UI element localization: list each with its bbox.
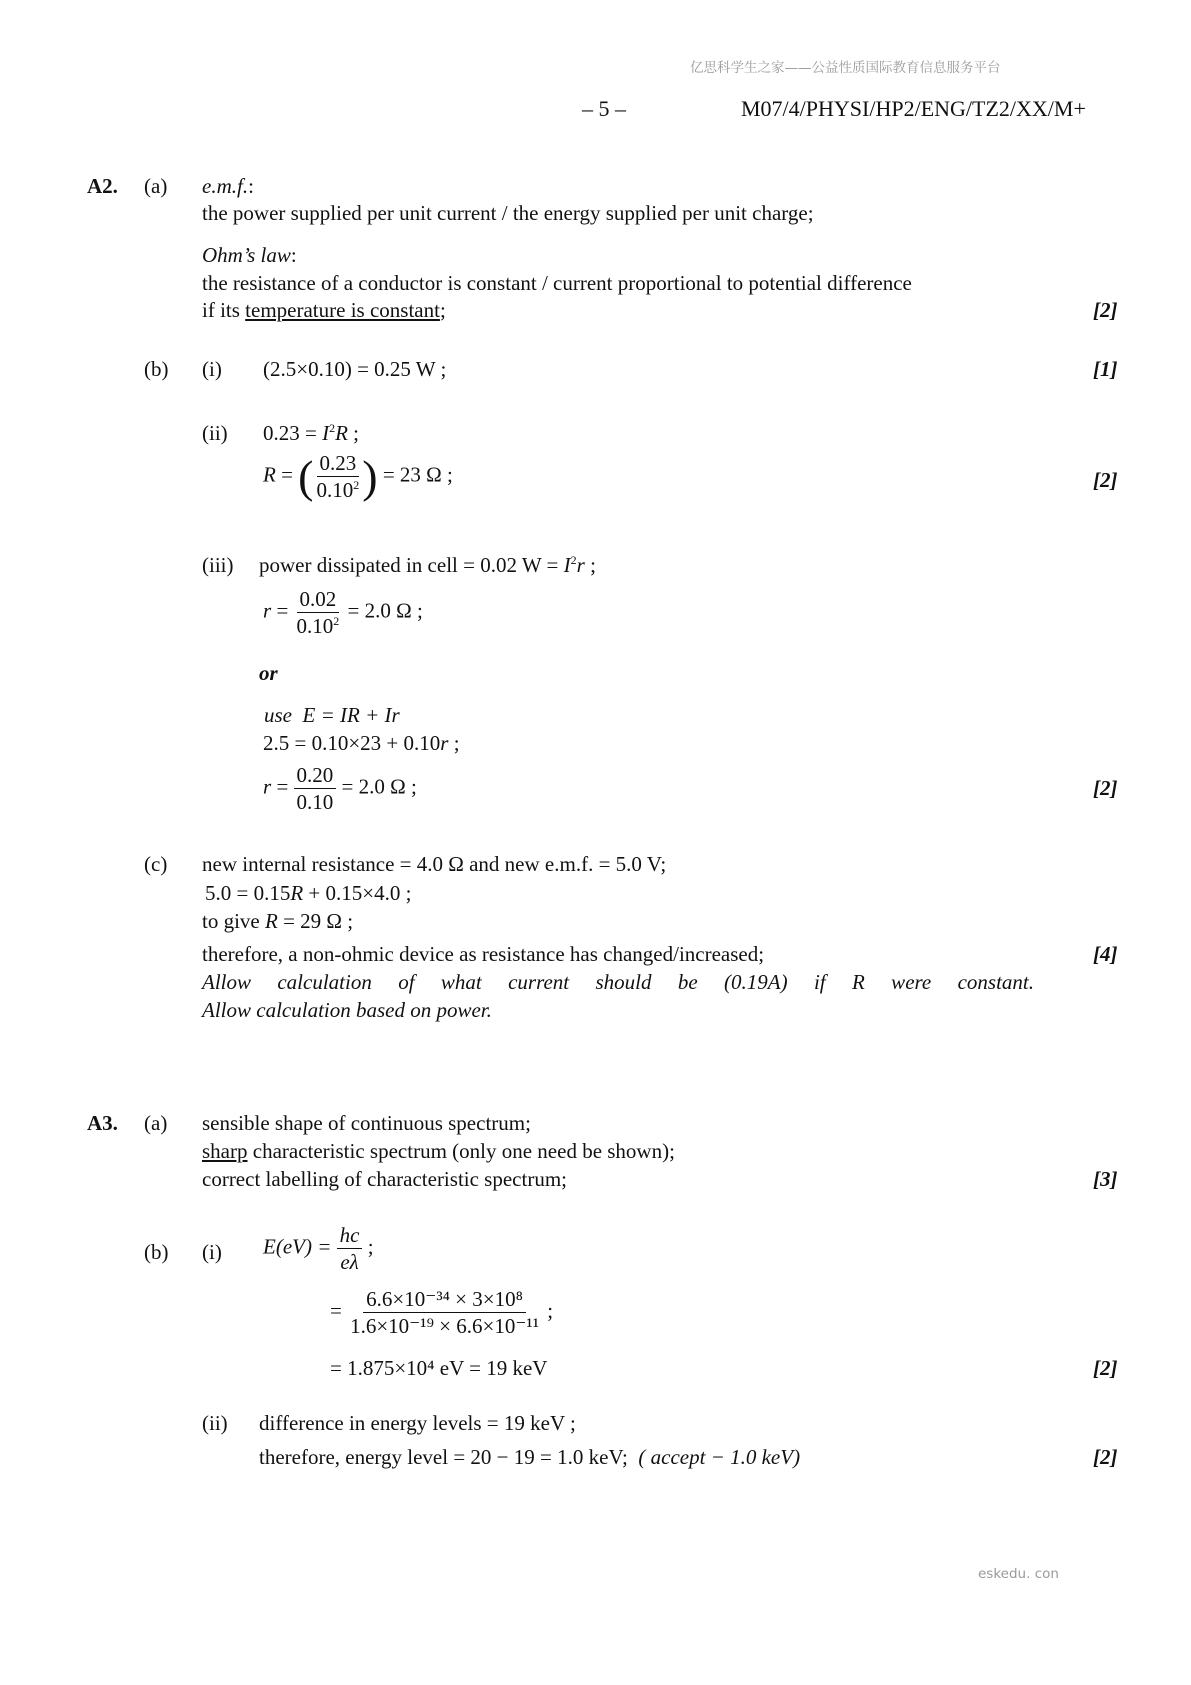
watermark-top: 亿思科学生之家——公益性质国际教育信息服务平台 <box>690 60 1001 76</box>
a2-b-iii-r-equation-1: r = $\frac{0.02}{0.10^2}$ = 2.0 Ω ; <box>263 587 423 639</box>
question-a3-number: A3. <box>87 1111 118 1135</box>
a2-b-iii-label: (iii) <box>202 553 234 577</box>
a2-b-ii-power-equation: $0.23 = I^2R$ ; <box>263 421 360 445</box>
a2-c-line-4: therefore, a non-ohmic device as resistance has changed/increased; <box>202 942 765 966</box>
a2-b-iii-substitution: 2.5 = 0.10×23 + 0.10r ; <box>263 731 460 755</box>
r-fraction-2: $\frac{0.20}{0.10}$ <box>294 762 337 816</box>
a3-a-line-1: sensible shape of continuous spectrum; <box>202 1111 531 1135</box>
hc-over-e-lambda-fraction: $\frac{hc}{e\lambda}$ <box>337 1222 363 1276</box>
a3-b-ii-marks: [2] <box>1093 1445 1118 1469</box>
a3-a-line-3: correct labelling of characteristic spectrum; <box>202 1167 567 1191</box>
a2-c-examiner-note-2: Allow calculation based on power. <box>202 998 492 1022</box>
a3-a-marks: [3] <box>1093 1167 1118 1191</box>
ohms-law-definition-line-1: the resistance of a conductor is constant / current proportional to potential difference <box>202 271 912 295</box>
a3-b-ii-label: (ii) <box>202 1411 228 1435</box>
emf-heading: e.m.f.: <box>202 174 254 198</box>
a3-b-ii-line-1: difference in energy levels = 19 keV ; <box>259 1411 576 1435</box>
a2-part-b-label: (b) <box>144 357 169 381</box>
a2-b-iii-marks: [2] <box>1093 776 1118 800</box>
a2-c-line-2: 5.0 = 0.15R + 0.15×4.0 ; <box>205 881 412 905</box>
a2-c-marks: [4] <box>1093 942 1118 966</box>
a3-b-i-energy-equation: E(eV) = $\frac{hc}{e\lambda}$ ; <box>263 1223 374 1275</box>
a2-part-a-label: (a) <box>144 174 168 198</box>
a2-b-ii-label: (ii) <box>202 421 228 445</box>
a2-a-marks: [2] <box>1093 298 1118 322</box>
a2-c-examiner-note-1: Allow calculation of what current should be (0.19A) if R were constant. <box>202 970 1034 994</box>
a3-b-ii-line-2: therefore, energy level = 20 − 19 = 1.0 keV; ( accept − 1.0 keV) <box>259 1445 801 1469</box>
a2-b-i-answer: (2.5×0.10) = 0.25 W ; <box>263 357 447 381</box>
a3-b-i-marks: [2] <box>1093 1356 1118 1380</box>
substitution-fraction: $\frac{\text{6.6×10⁻³⁴ × 3×10⁸}}{\text{1.6×10⁻¹⁹ × 6.6×10⁻¹¹}}$ <box>350 1287 540 1339</box>
or-separator: or <box>259 661 278 685</box>
a2-b-ii-resistance-equation: R = ( $\frac{0.23}{0.10^2}$ ) = 23 Ω ; <box>263 450 453 503</box>
a3-b-i-substitution: = $\frac{\text{6.6×10⁻³⁴ × 3×10⁸}}{\text{1.6×10⁻¹⁹ × 6.6×10⁻¹¹}}$ ; <box>330 1287 554 1339</box>
page-number: – 5 – <box>582 96 626 121</box>
resistance-fraction: $\frac{0.23}{0.10^2}$ <box>316 451 360 503</box>
ohms-law-heading: Ohm’s law: <box>202 243 297 267</box>
emf-definition: the power supplied per unit current / the energy supplied per unit charge; <box>202 201 814 225</box>
a2-b-i-marks: [1] <box>1093 357 1118 381</box>
a2-b-i-label: (i) <box>202 357 222 381</box>
document-code: M07/4/PHYSI/HP2/ENG/TZ2/XX/M+ <box>741 96 1086 121</box>
a3-a-line-2: sharp characteristic spectrum (only one need be shown); <box>202 1139 675 1163</box>
watermark-bottom: eskedu. con <box>978 1566 1059 1582</box>
ohms-law-definition-line-2: if its temperature is constant; <box>202 298 446 322</box>
a3-part-b-label: (b) <box>144 1240 169 1264</box>
a2-b-ii-marks: [2] <box>1093 468 1118 492</box>
a2-b-iii-power-line: power dissipated in cell = 0.02 $W = I^2r$ ; <box>259 553 596 577</box>
r-fraction-1: $\frac{0.02}{0.10^2}$ <box>296 587 340 639</box>
a3-part-a-label: (a) <box>144 1111 168 1135</box>
a2-b-iii-use-equation: use E = IR + Ir <box>264 703 400 727</box>
a2-part-c-label: (c) <box>144 852 168 876</box>
a3-b-i-result: = 1.875×10⁴ eV = 19 keV <box>330 1356 548 1380</box>
a2-c-line-1: new internal resistance = 4.0 Ω and new e.m.f. = 5.0 V; <box>202 852 667 876</box>
a3-b-i-label: (i) <box>202 1240 222 1264</box>
a2-c-line-3: to give R = 29 Ω ; <box>202 909 354 933</box>
question-a2-number: A2. <box>87 174 118 198</box>
a2-b-iii-r-equation-2: r = $\frac{0.20}{0.10}$ = 2.0 Ω ; <box>263 763 417 815</box>
